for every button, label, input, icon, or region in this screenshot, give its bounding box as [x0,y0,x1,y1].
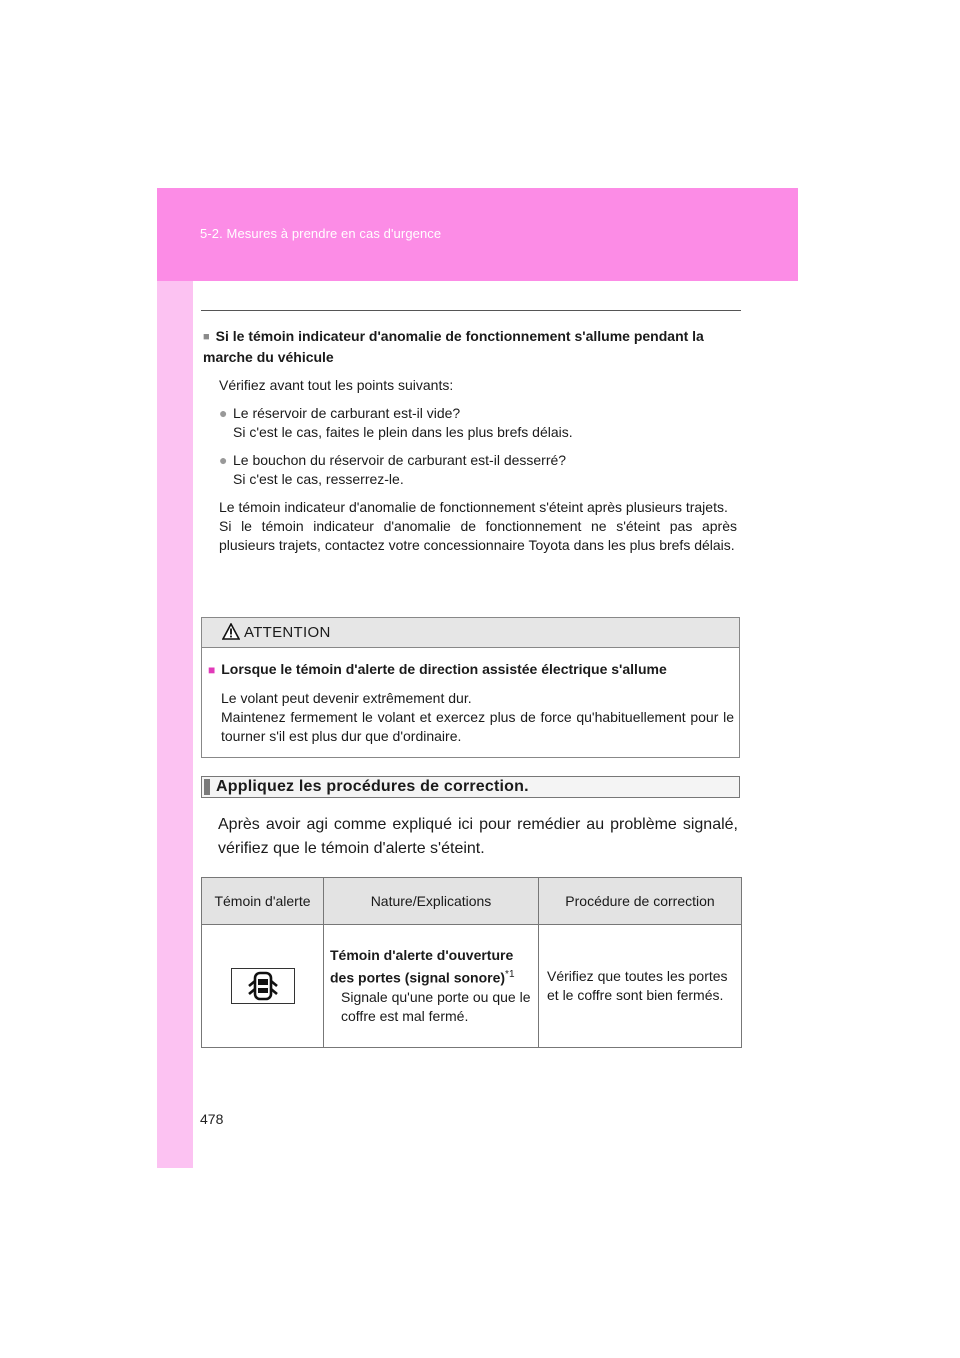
footnote-marker: *1 [505,969,515,981]
correction-cell: Vérifiez que toutes les portes et le coffre sont bien fermés. [539,925,742,1048]
section-marker [204,779,210,795]
attention-heading: Lorsque le témoin d'alerte de direction assistée électrique s'allume [221,661,667,677]
warning-light-table [201,877,742,1048]
list-item [203,451,737,489]
door-ajar-warning-icon [231,968,295,1004]
bullet-action: Si c'est le cas, faites le plein dans les plus brefs délais. [233,424,573,440]
explanation-cell [324,925,539,1048]
section-title: Appliquez les procédures de correction. [216,778,529,795]
column-header: Témoin d'alerte [202,878,324,925]
column-header: Procédure de correction [539,878,742,925]
page-number: 478 [200,1111,224,1127]
attention-heading-row [208,660,734,680]
side-tab-strip [157,281,193,1168]
attention-box [201,617,740,758]
note-heading: Si le témoin indicateur d'anomalie de fonctionnement s'allume pendant la marche du véhicule [203,328,704,365]
row-title-line [330,946,532,988]
attention-body [202,648,739,746]
note-paragraph-2: Si le témoin indicateur d'anomalie de fonctionnement ne s'éteint pas après plusieurs trajets, contactez votre concessionnaire Toyota dans les plus brefs délais. [219,518,737,553]
divider-rule [201,310,741,311]
section-intro: Après avoir agi comme expliqué ici pour remédier au problème signalé, vérifiez que le témoin d'alerte s'éteint. [218,816,738,857]
note-heading-row [203,327,737,367]
attention-line-1: Le volant peut devenir extrêmement dur. [221,690,472,706]
malfunction-note [203,327,737,555]
table-row [202,925,742,1048]
table-header-row [202,878,742,925]
note-paragraph-1: Le témoin indicateur d'anomalie de fonctionnement s'éteint après plusieurs trajets. [219,499,728,515]
attention-line-2: Maintenez fermement le volant et exercez plus de force qu'habituellement pour le tourner s'il est plus dur que d'ordinaire. [221,709,734,744]
icon-cell [202,925,324,1048]
square-bullet-icon: ■ [203,331,210,343]
section-title-bar [201,776,740,798]
column-header: Nature/Explications [324,878,539,925]
attention-header [202,618,739,648]
row-explanation: Signale qu'une porte ou que le coffre est mal fermé. [341,988,531,1024]
note-intro: Vérifiez avant tout les points suivants: [219,377,454,393]
circle-bullet-icon: ● [219,452,228,468]
bullet-action: Si c'est le cas, resserrez-le. [233,471,404,487]
square-bullet-icon: ■ [208,663,216,677]
row-title: Témoin d'alerte d'ouverture des portes (signal sonore) [330,947,514,986]
list-item [203,404,737,442]
circle-bullet-icon: ● [219,405,228,421]
attention-label: ATTENTION [244,624,331,641]
bullet-question: Le réservoir de carburant est-il vide? [233,405,461,421]
car-top-view-icon [232,969,294,1003]
bullet-question: Le bouchon du réservoir de carburant est-il desserré? [233,452,567,468]
warning-triangle-icon [222,623,240,640]
section-breadcrumb: 5-2. Mesures à prendre en cas d'urgence [200,226,442,241]
